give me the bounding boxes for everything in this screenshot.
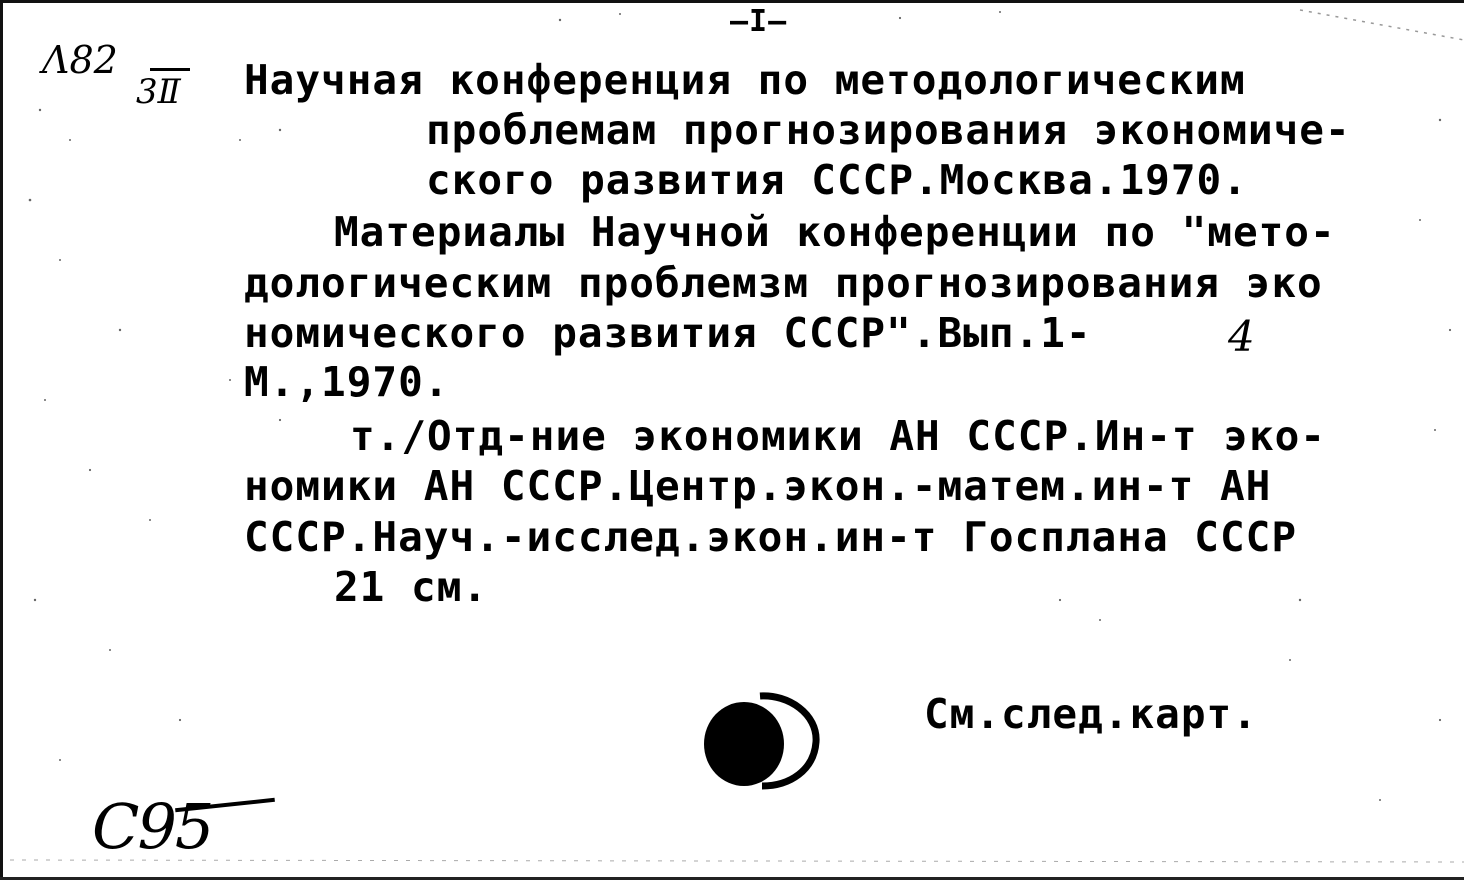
body-line-4: М.,1970.: [244, 358, 450, 406]
body-line-1: Материалы Научной конференции по "мето-: [334, 208, 1336, 256]
issue-handwritten: 4: [1228, 312, 1255, 361]
body-line-3: номического развития СССР".Вып.1-: [244, 309, 1092, 357]
shelfmark-bottom: 3Ⅱ: [136, 72, 181, 112]
punch-hole: [700, 690, 820, 790]
page-number: —I—: [730, 4, 788, 39]
body-line-6: номики АН СССР.Центр.экон.-матем.ин-т АН: [244, 462, 1272, 510]
body-line-2: дологическим проблемзм прогнозирования эко: [244, 259, 1323, 307]
cutter-number: С95: [92, 790, 213, 863]
body-line-5: т./Отд-ние экономики АН СССР.Ин-т эко-: [350, 412, 1326, 460]
shelfmark-rule: [150, 68, 190, 71]
size-line: 21 см.: [334, 563, 489, 611]
see-next-card: См.след.карт.: [924, 690, 1258, 738]
title-line-1: Научная конференция по методологическим: [244, 56, 1246, 104]
title-line-3: ского развития СССР.Москва.1970.: [426, 156, 1248, 204]
body-line-7: СССР.Науч.-исслед.экон.ин-т Госплана СССР: [244, 513, 1298, 561]
shelfmark-top: Λ82: [42, 38, 118, 82]
title-line-2: проблемам прогнозирования экономиче-: [426, 106, 1351, 154]
